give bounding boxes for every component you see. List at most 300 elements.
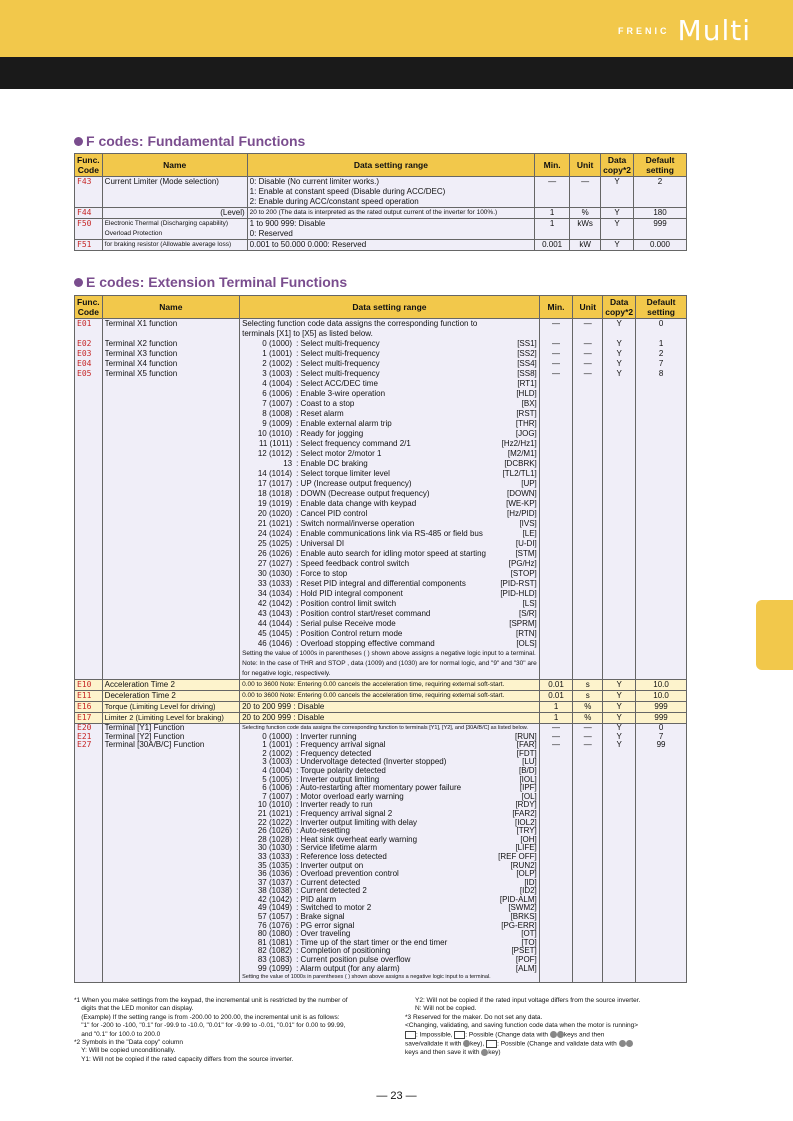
option-line (242, 619, 537, 629)
option-code: 6 (1006) (262, 389, 293, 398)
option-text: : Select multi-frequency (296, 359, 380, 368)
setting-range: 20 to 200 999 : Disable (240, 702, 540, 713)
option-line (242, 429, 537, 439)
footnote-text: : Possible (Change data with (465, 1031, 550, 1039)
option-code: 7 (1007) (262, 399, 293, 408)
table-row (75, 240, 687, 251)
black-banner (0, 57, 793, 89)
option-line (242, 569, 537, 579)
code-line: E27 (77, 740, 92, 750)
option-code: 21 (1021) (257, 519, 293, 528)
option-line (242, 509, 537, 519)
option-text: : Coast to a stop (296, 399, 355, 408)
func-code: E10 (75, 680, 103, 691)
bullet-icon (74, 278, 83, 287)
page-number: — 23 — (376, 1090, 417, 1102)
cell-line: — (583, 731, 592, 741)
func-code: F44 (75, 208, 103, 219)
cell-def: 2 (634, 177, 687, 208)
range-line: 1: Enable at constant speed (Disable during ACC/DEC) (249, 187, 446, 196)
cell-min: 1 (539, 713, 573, 724)
option-symbol: [RUN] (515, 731, 537, 741)
option-code: 46 (1046) (257, 639, 293, 648)
option-text: : Reset PID integral and differential components (296, 579, 466, 588)
cell-copy (603, 319, 636, 680)
func-code: F51 (75, 240, 103, 251)
option-code: 20 (1020) (257, 509, 293, 518)
cell-min: 1 (539, 702, 573, 713)
column-header: Unit (573, 296, 603, 319)
option-line (242, 629, 537, 639)
code-line: E20 (77, 723, 92, 732)
option-symbol: [THR] (515, 419, 537, 428)
column-header: Data copy*2 (601, 154, 634, 177)
option-code: 33 (1033) (257, 579, 293, 588)
option-text: : Select multi-frequency (296, 369, 380, 378)
cell-copy: Y (603, 702, 636, 713)
option-code: 2 (1002) (262, 359, 293, 368)
note-line: for negative logic, respectively. (242, 670, 331, 677)
footnote-line: Y2: Will not be copied if the rated input voltage differs from the source inverter. (415, 997, 641, 1004)
option-code: 5 (1005) (262, 774, 293, 784)
table-row (75, 713, 687, 724)
cell-def (636, 724, 687, 983)
option-symbol: [FAR2] (512, 808, 537, 818)
option-text: : Select motor 2/motor 1 (296, 449, 382, 458)
button-symbol-icon (454, 1031, 465, 1039)
bullet-icon (74, 137, 83, 146)
footnote-line: *2 Symbols in the "Data copy" column (74, 1039, 184, 1047)
func-names (102, 724, 239, 983)
cell-unit (573, 724, 603, 983)
option-symbol: [RST] (516, 409, 537, 418)
option-symbol: [UP] (521, 479, 537, 488)
cell-unit: s (573, 680, 603, 691)
option-code: 18 (1018) (257, 489, 293, 498)
option-text: : Enable communications link via RS-485 or field bus (296, 529, 483, 538)
option-text: : Completion of positioning (296, 946, 391, 956)
option-text: : Alarm output (for any alarm) (296, 963, 400, 973)
range-line: terminals [X1] to [X5] as listed below. (242, 329, 373, 338)
option-line (242, 499, 537, 509)
option-symbol: [RDY] (515, 800, 537, 810)
option-symbol: [ID] (524, 877, 537, 887)
option-code: 0 (1000) (262, 731, 293, 741)
option-symbol: [Hz/PID] (507, 509, 537, 518)
option-line (242, 965, 537, 974)
option-text: : Current position pulse overflow (296, 955, 411, 965)
footnote-line (405, 1031, 690, 1040)
option-line (242, 409, 537, 419)
option-code: 4 (1004) (262, 765, 293, 775)
cell-min: 1 (535, 219, 570, 240)
option-code: 3 (1003) (262, 369, 293, 378)
range-line: 0.001 to 50.000 0.000: Reserved (249, 240, 367, 249)
cell-line: — (583, 349, 592, 358)
button-symbol-icon (486, 1040, 497, 1048)
cell-line: Y (616, 369, 622, 378)
option-code: 43 (1043) (257, 609, 293, 618)
option-symbol: [OT] (521, 929, 537, 939)
option-code: 28 (1028) (257, 834, 293, 844)
option-code: 1 (1001) (262, 349, 293, 358)
option-code: 81 (1081) (257, 937, 293, 947)
setting-range (247, 208, 534, 219)
cell-min: 0.01 (539, 691, 573, 702)
option-text: : Enable 3-wire operation (296, 389, 386, 398)
option-text: : Switched to motor 2 (296, 903, 372, 913)
table-row (75, 680, 687, 691)
option-symbol: [OH] (520, 834, 537, 844)
cell-min: 1 (535, 208, 570, 219)
range-line: 0: Reserved (249, 229, 293, 238)
func-code: F50 (75, 219, 103, 240)
cell-line (575, 329, 600, 339)
func-name: Torque (Limiting Level for driving) (102, 702, 239, 713)
footnote-text: : Impossible, (416, 1031, 455, 1039)
option-text: : Position Control return mode (296, 629, 403, 638)
cell-line: 7 (658, 359, 664, 368)
name-line: Electronic Thermal (Discharging capability) (104, 220, 229, 227)
option-text: : Enable auto search for idling motor speed at starting (296, 549, 486, 558)
option-symbol: [SS8] (517, 369, 537, 378)
footnote-line: *3 Reserved for the maker. Do not set any data. (405, 1013, 543, 1021)
option-line (242, 379, 537, 389)
option-code: 38 (1038) (257, 886, 293, 896)
cell-def: 10.0 (636, 680, 687, 691)
option-code: 33 (1033) (257, 851, 293, 861)
footnote-line (405, 1040, 690, 1049)
option-text: : Inverter output limiting with delay (296, 817, 418, 827)
func-name (102, 208, 247, 219)
down-key-icon (626, 1040, 633, 1047)
cell-min: 0.001 (535, 240, 570, 251)
cell-line: 0 (658, 319, 664, 328)
cell-line: — (583, 319, 592, 328)
up-key-icon (619, 1040, 626, 1047)
cell-line: — (552, 339, 561, 348)
option-line (242, 639, 537, 649)
option-symbol: [REF OFF] (498, 851, 537, 861)
func-name (102, 177, 247, 208)
option-text: : Over traveling (296, 929, 351, 939)
option-line (242, 579, 537, 589)
name-line: Terminal X3 function (104, 349, 178, 358)
cell-unit: % (573, 702, 603, 713)
option-code: 44 (1044) (257, 619, 293, 628)
option-text: : Overload stopping effective command (296, 639, 435, 648)
option-code: 49 (1049) (257, 903, 293, 913)
footnote-line: and "0.1" for 100.0 to 200.0 (74, 1030, 161, 1038)
option-code: 57 (1057) (257, 912, 293, 922)
cell-line: — (552, 731, 561, 741)
cell-line: — (583, 339, 592, 348)
footnotes-left (74, 997, 394, 1064)
cell-def: 0.000 (634, 240, 687, 251)
option-code: 7 (1007) (262, 791, 293, 801)
func-code: F43 (75, 177, 103, 208)
setting-range: 0.00 to 3600 Note: Entering 0.00 cancels the acceleration time, requiring external soft-start. (240, 691, 540, 702)
cell-line: Y (616, 359, 622, 368)
option-text: : PG error signal (296, 920, 355, 930)
option-line (242, 549, 537, 559)
name-line: Terminal [Y2] Function (104, 731, 185, 741)
option-code: 37 (1037) (257, 877, 293, 887)
option-symbol: [IPF] (519, 783, 537, 793)
cell-line: — (552, 359, 561, 368)
option-symbol: [OLS] (516, 639, 537, 648)
option-text: : Universal DI (296, 539, 345, 548)
column-header: Min. (535, 154, 570, 177)
cell-def: 10.0 (636, 691, 687, 702)
option-text: : Position control start/reset command (296, 609, 431, 618)
code-line: E02 (77, 339, 92, 348)
setting-range (240, 319, 540, 680)
option-symbol: [POF] (515, 955, 537, 965)
cell-line: Y (616, 723, 622, 732)
cell-def: 999 (636, 713, 687, 724)
option-code: 30 (1030) (257, 843, 293, 853)
option-symbol: [PID-RST] (500, 579, 537, 588)
table-row (75, 691, 687, 702)
option-line (242, 589, 537, 599)
option-code: 82 (1082) (257, 946, 293, 956)
cell-line: — (552, 369, 561, 378)
option-symbol: [TO] (521, 937, 537, 947)
footnote-text: keys and then (563, 1031, 605, 1039)
cell-line: 99 (656, 740, 666, 750)
name-line: Overload Protection (104, 230, 163, 237)
cell-line (605, 329, 633, 339)
cell-line: Y (616, 349, 622, 358)
cell-copy: Y (603, 713, 636, 724)
option-text: : Switch normal/inverse operation (296, 519, 415, 528)
option-code: 26 (1026) (257, 826, 293, 836)
name-line: Current Limiter (Mode selection) (104, 177, 219, 186)
name-line: for braking resistor (Allowable average loss) (104, 241, 232, 248)
option-symbol: [LS] (522, 599, 537, 608)
setting-range (247, 219, 534, 240)
column-header: Default setting (636, 296, 687, 319)
cell-copy: Y (601, 240, 634, 251)
cell-unit (573, 319, 603, 680)
note-line: Note: In the case of THR and STOP , data (1009) and (1030) are for normal logic, and "9" and "30" are (242, 660, 537, 667)
option-code: 76 (1076) (257, 920, 293, 930)
column-header: Data setting range (247, 154, 534, 177)
name-line: Terminal X1 function (104, 319, 178, 328)
option-line (242, 349, 537, 359)
header-bar (0, 0, 793, 57)
option-text: : Torque polarity detected (296, 765, 386, 775)
code-line: E21 (77, 731, 92, 741)
footnote-line: Y: Will be copied unconditionally. (74, 1047, 176, 1055)
cell-unit: % (570, 208, 601, 219)
option-code: 17 (1017) (257, 479, 293, 488)
option-line (242, 449, 537, 459)
option-text: : Select ACC/DEC time (296, 379, 378, 388)
note-line: Setting the value of 1000s in parentheses ( ) shown above assigns a negative logic input to a terminal. (242, 650, 536, 657)
code-line: E04 (77, 359, 92, 368)
option-symbol: [STM] (515, 549, 537, 558)
cell-line: — (552, 740, 561, 750)
cell-def: 180 (634, 208, 687, 219)
cell-line: 1 (658, 339, 664, 348)
cell-def: 999 (636, 702, 687, 713)
option-code: 34 (1034) (257, 589, 293, 598)
option-symbol: [SPRM] (509, 619, 537, 628)
footnote-line: *1 When you make settings from the keypad, the incremental unit is restricted by the number of (74, 997, 348, 1004)
range-line: 20 to 200 (The data is interpreted as the rated output current of the inverter for 100%.) (249, 209, 498, 216)
cell-unit: s (573, 691, 603, 702)
option-text: : Serial pulse Receive mode (296, 619, 396, 628)
button-symbol-icon (405, 1031, 416, 1039)
option-text: : Auto-resetting (296, 826, 350, 836)
cell-min: — (535, 177, 570, 208)
option-code: 26 (1026) (257, 549, 293, 558)
cell-line: Y (616, 319, 622, 328)
option-symbol: [OLP] (516, 869, 537, 879)
column-header: Data copy*2 (603, 296, 636, 319)
option-line (242, 519, 537, 529)
option-symbol: [S/R] (519, 609, 537, 618)
option-text: : Select torque limiter level (296, 469, 390, 478)
func-codes (75, 724, 103, 983)
option-symbol: [SWM2] (508, 903, 537, 913)
option-text: : PID alarm (296, 894, 337, 904)
option-text: : Frequency arrival signal 2 (296, 808, 393, 818)
cell-copy: Y (603, 680, 636, 691)
column-header: Func. Code (75, 296, 103, 319)
name-line: Terminal [30A/B/C] Function (104, 740, 205, 750)
option-symbol: [B/D] (519, 765, 537, 775)
footnote-text: key), (470, 1040, 487, 1048)
column-header: Func. Code (75, 154, 103, 177)
e-codes-table (74, 295, 687, 983)
option-code: 83 (1083) (257, 955, 293, 965)
footnote-line: Y1: Will not be copied if the rated capacity differs from the source inverter. (74, 1055, 294, 1063)
name-line (105, 329, 237, 339)
option-symbol: [ID2] (519, 886, 537, 896)
option-symbol: [JOG] (515, 429, 537, 438)
setting-range (247, 177, 534, 208)
option-code: 4 (1004) (262, 379, 293, 388)
cell-line: — (583, 723, 592, 732)
option-text: : Speed feedback control switch (296, 559, 410, 568)
option-symbol: [LIFE] (515, 843, 537, 853)
option-code: 42 (1042) (257, 894, 293, 904)
setting-range: 0.00 to 3600 Note: Entering 0.00 cancels the acceleration time, requiring external soft-start. (240, 680, 540, 691)
option-symbol: [PG-ERR] (501, 920, 537, 930)
option-text: : Overload prevention control (296, 869, 399, 879)
option-code: 9 (1009) (262, 419, 293, 428)
option-code: 0 (1000) (262, 339, 293, 348)
cell-line (542, 329, 571, 339)
up-key-icon (550, 1031, 557, 1038)
cell-copy (603, 724, 636, 983)
table-row (75, 702, 687, 713)
func-name: Acceleration Time 2 (102, 680, 239, 691)
option-text: : Brake signal (296, 912, 345, 922)
option-symbol: [M2/M1] (507, 449, 537, 458)
option-code: 25 (1025) (257, 539, 293, 548)
option-symbol: [SS4] (517, 359, 537, 368)
footnotes-right (405, 997, 690, 1058)
section-tab[interactable] (756, 600, 793, 670)
option-text: : Position control limit switch (296, 599, 397, 608)
f-codes-table (74, 153, 687, 251)
name-line: Terminal X4 function (104, 359, 178, 368)
option-line (242, 469, 537, 479)
option-text: : Undervoltage detected (Inverter stopped) (296, 757, 447, 767)
footnote-line: <Changing, validating, and saving function code data when the motor is running> (405, 1022, 639, 1030)
option-line (242, 489, 537, 499)
option-symbol: [BX] (521, 399, 537, 408)
name-line: (Level) (220, 208, 245, 217)
table-row (75, 177, 687, 208)
option-text: : Enable DC braking (296, 459, 368, 468)
cell-unit: % (573, 713, 603, 724)
option-line (242, 459, 537, 469)
footnote-text: key) (488, 1049, 501, 1057)
option-code: 3 (1003) (262, 757, 293, 767)
footnote-line: N: Will not be copied. (415, 1005, 477, 1013)
note-line: Setting the value of 1000s in parentheses ( ) shown above assigns a negative logic input to a terminal. (242, 974, 491, 981)
option-line (242, 419, 537, 429)
footnote-text: keys and then save it with (405, 1049, 482, 1057)
code-line: E03 (77, 349, 92, 358)
option-symbol: [IOL2] (514, 817, 537, 827)
option-text: : Inverter ready to run (296, 800, 373, 810)
option-code: 21 (1021) (257, 808, 293, 818)
name-line: Terminal [Y1] Function (104, 723, 185, 732)
option-symbol: [SS1] (517, 339, 537, 348)
cell-min (539, 724, 573, 983)
code-line (77, 329, 100, 339)
option-text: : Enable external alarm trip (296, 419, 392, 428)
option-symbol: [FDT] (516, 748, 537, 758)
f-codes-title: F codes: Fundamental Functions (74, 133, 305, 149)
option-code: 11 (1011) (259, 439, 293, 448)
option-code: 27 (1027) (257, 559, 293, 568)
cell-line: Y (616, 731, 622, 741)
down-key-icon (557, 1031, 564, 1038)
option-text: : Frequency arrival signal (296, 740, 386, 750)
cell-line (638, 329, 684, 339)
option-symbol: [Hz2/Hz1] (501, 439, 537, 448)
option-text: : Select multi-frequency (296, 349, 380, 358)
option-symbol: [PID-ALM] (499, 894, 537, 904)
option-symbol: [OL] (521, 791, 537, 801)
column-header: Name (102, 296, 239, 319)
option-text: : Select multi-frequency (296, 339, 380, 348)
option-code: 2 (1002) (262, 748, 293, 758)
brand-logo (618, 14, 751, 47)
option-text: : Reference loss detected (296, 851, 387, 861)
range-line: 1 to 900 999: Disable (249, 219, 326, 228)
option-symbol: [PID-HLD] (500, 589, 537, 598)
cell-min: 0.01 (539, 680, 573, 691)
option-symbol: [ALM] (515, 963, 537, 973)
option-text: : Time up of the start timer or the end timer (296, 937, 448, 947)
option-line (242, 479, 537, 489)
cell-min (539, 319, 573, 680)
option-line (242, 399, 537, 409)
option-text: : Inverter output on (296, 860, 364, 870)
option-code: 35 (1035) (257, 860, 293, 870)
option-symbol: [TRY] (516, 826, 537, 836)
name-line: Terminal X5 function (104, 369, 178, 378)
footnote-text: : Possible (Change and validate data with (497, 1040, 619, 1048)
